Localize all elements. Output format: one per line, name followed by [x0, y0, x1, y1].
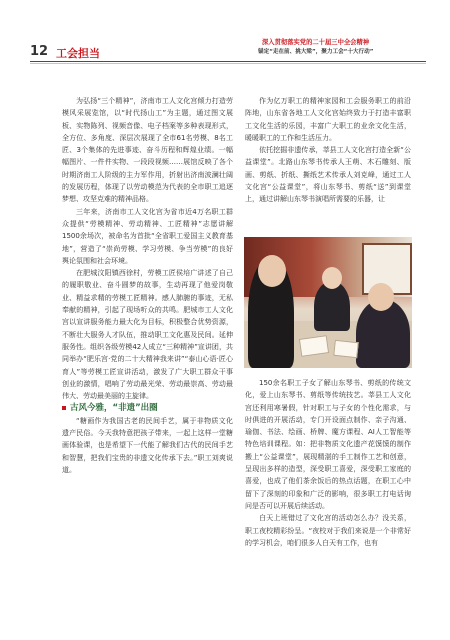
paragraph: 白天上班错过了文化宫的活动怎么办？没关系，职工夜校精彩纷呈。“夜校对于我们来说是一个非常好的学习机会，咱们很多人白天有工作，也有 — [245, 514, 411, 547]
section-title: 工会担当 — [56, 47, 100, 60]
photo-person-head — [258, 255, 286, 287]
header-divider — [30, 61, 426, 62]
photo-card — [333, 340, 359, 358]
paragraph: 150余名职工子女了解山东琴书、剪纸的传统文化，爱上山东琴书、剪纸等传统技艺。莘县工人文化宫还利用寒暑假，针对职工与子女的个性化需求，与时俱进的开展活动，专门开设面点制作、亲子沟通、瑜伽、书法、绘画、桥牌、魔方课程、AI人工智能等特色培训课程。如：把非物质文化遗产花馍馍的制作搬上“公益课堂”，展现精湛的手工制作工艺和创意，呈现出多样的造型，深受职工喜爱，深受职工家庭的喜爱，也成了他们茶余饭后的热点话题，在职工心中留下了深刻的印象和广泛的影响，很多职工打电话询问是否可以开展后续活动。 — [245, 379, 411, 510]
left-column — [62, 95, 233, 476]
banner-title: 深入贯彻落实党的二十届三中全会精神 — [262, 39, 370, 46]
paragraph: 依托挖掘非遗传承，莘县工人文化宫打造全新“公益课堂”。北路山东琴书传承人王萌、木石雕刻、版画、剪纸、折纸、撕纸艺术传承人刘克峰，通过工人文化宫“公益课堂”，将山东琴书、剪纸“送”到课堂上，通过讲解山东琴书演唱所需要的乐器，让 — [245, 146, 411, 204]
paragraph: 为弘扬“三个精神”，济南市工人文化宫倾力打造劳模风采展览馆，以“时代扬山工”为主题，通过图文展板、实物陈列、视频音像、电子档案等多种表现形式，全方位、多角度、深层次展现了全市61名劳模、8名工匠、3个集体的先进事迹、奋斗历程和辉煌业绩。一幅幅图片、一件件实物、一段段视频……展馆反映了各个时期济南工人阶级的主力军作用，折射出济南波澜壮阔的发展历程，体现了以劳动模范为代表的全市职工追逐梦想、攻坚克难的精神品格。 — [62, 97, 233, 204]
bullet-icon — [62, 406, 66, 410]
photo-person-head — [368, 283, 394, 311]
paragraph: 在肥城汶阳镇西徐村，劳模工匠侯培广讲述了自己的履职敬业、奋斗圆梦的故事，生动再现了他爱岗敬业、精益求精的劳模工匠精神。感人肺腑的事迹，无私奉献的精神，引起了现场听众的共鸣。肥城市工人文化宫以宣讲服务能力最大化为目标，积极整合优势资源，不断壮大服务人才队伍，推动职工文化惠及民间。延伸服务性。组织各级劳模42人成立“三种精神”宣讲团，共同举办“肥乐宫·党的二十大精神我来讲”“泰山心语·匠心育人”等劳模工匠宣讲活动，激发了广大职工群众干事创业的激情，唱响了劳动最光荣、劳动最崇高、劳动最伟大、劳动最美丽的主旋律。 — [62, 269, 233, 401]
photo-person-head — [322, 267, 342, 289]
page-header — [0, 0, 450, 58]
paragraph: 作为亿万职工的精神家园和工会服务职工的前沿阵地，山东省各地工人文化宫始终致力于打造丰富职工文化生活的乐园，丰富广大职工的业余文化生活，暖暖职工的工作和生活压力。 — [245, 97, 411, 142]
right-column-top — [245, 95, 411, 206]
photo-card — [299, 335, 329, 357]
subheading-text: 古风今雅，“非遗”出圈 — [70, 403, 158, 414]
paragraph: 三年来，济南市工人文化宫为省市近4万名职工群众提供“劳模精神、劳动精神、工匠精神”志愿讲解1500余场次，被命名为首批“全省职工爱国主义教育基地”，营造了“崇尚劳模、学习劳模、争当劳模”的良好舆论氛围和社会环境。 — [62, 207, 233, 265]
class-photo — [244, 237, 412, 368]
right-column-bottom — [245, 377, 411, 549]
paragraph: “糖画作为我国古老的民间手艺，属于非物质文化遗产民俗。今天我特意把孩子带来，一起上这样一堂糖画体验课，也是希望下一代能了解我们古代的民间手艺和智慧，把我们宝贵的非遗文化传承下去。”职工刘爽说道。 — [62, 416, 233, 474]
subheading — [62, 402, 233, 414]
page-number: 12 — [30, 44, 49, 59]
header-divider-light — [30, 63, 426, 64]
banner-subtitle: 锚定“走在前、挑大梁”，聚力工会“十大行动” — [258, 49, 374, 55]
